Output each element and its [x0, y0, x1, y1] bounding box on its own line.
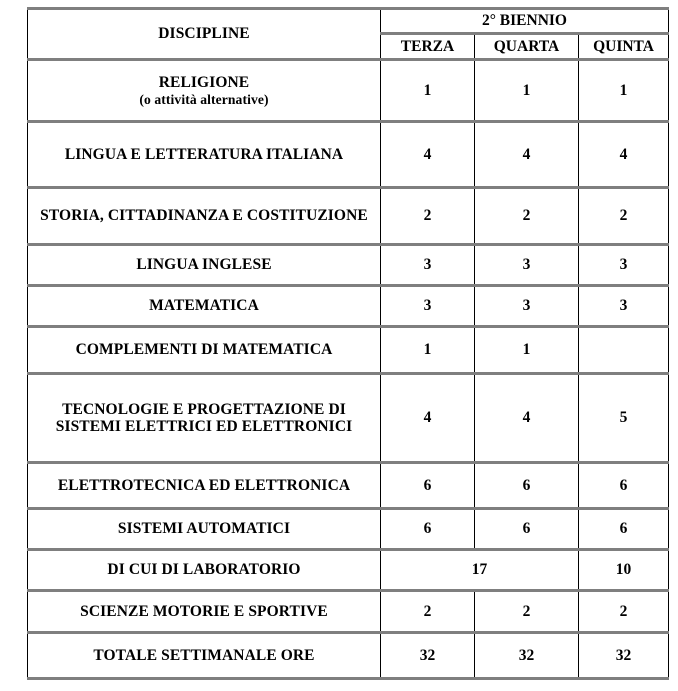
cell-quinta: 4 [579, 122, 669, 188]
cell-discipline: LINGUA E LETTERATURA ITALIANA [28, 122, 381, 188]
table-row [28, 591, 669, 633]
cell-quinta: 32 [579, 633, 669, 679]
header-column-quarta: QUARTA [475, 34, 579, 60]
cell-quinta: 2 [579, 188, 669, 245]
table-row [28, 245, 669, 286]
cell-quinta: 3 [579, 286, 669, 327]
cell-discipline: DI CUI DI LABORATORIO [28, 550, 381, 591]
cell-terza: 2 [381, 188, 475, 245]
table-row [28, 60, 669, 122]
cell-terza: 2 [381, 591, 475, 633]
cell-quarta: 32 [475, 633, 579, 679]
cell-quinta [579, 327, 669, 374]
cell-discipline: SCIENZE MOTORIE E SPORTIVE [28, 591, 381, 633]
cell-quarta: 3 [475, 245, 579, 286]
table-row [28, 463, 669, 509]
cell-quinta: 5 [579, 374, 669, 463]
cell-quinta: 1 [579, 60, 669, 122]
header-biennio: 2° BIENNIO [381, 9, 669, 34]
table-row [28, 286, 669, 327]
cell-quinta: 2 [579, 591, 669, 633]
table-row [28, 188, 669, 245]
cell-terza: 3 [381, 286, 475, 327]
cell-terza: 1 [381, 327, 475, 374]
cell-discipline: STORIA, CITTADINANZA E COSTITUZIONE [28, 188, 381, 245]
cell-quinta: 6 [579, 463, 669, 509]
cell-discipline: ELETTROTECNICA ED ELETTRONICA [28, 463, 381, 509]
table-row [28, 327, 669, 374]
cell-terza: 6 [381, 509, 475, 550]
cell-discipline: SISTEMI AUTOMATICI [28, 509, 381, 550]
table-header [28, 9, 669, 60]
cell-quarta: 4 [475, 122, 579, 188]
cell-quarta: 2 [475, 188, 579, 245]
cell-quarta: 4 [475, 374, 579, 463]
cell-quarta: 6 [475, 509, 579, 550]
cell-terza: 1 [381, 60, 475, 122]
cell-discipline: TOTALE SETTIMANALE ORE [28, 633, 381, 679]
cell-quarta: 1 [475, 327, 579, 374]
cell-discipline: COMPLEMENTI DI MATEMATICA [28, 327, 381, 374]
table-row [28, 633, 669, 679]
header-discipline: DISCIPLINE [28, 9, 381, 60]
cell-discipline: MATEMATICA [28, 286, 381, 327]
table-row [28, 509, 669, 550]
header-column-quinta: QUINTA [579, 34, 669, 60]
cell-quarta: 3 [475, 286, 579, 327]
cell-quinta: 10 [579, 550, 669, 591]
cell-terza: 6 [381, 463, 475, 509]
cell-quinta: 6 [579, 509, 669, 550]
cell-terza: 4 [381, 374, 475, 463]
cell-terza: 3 [381, 245, 475, 286]
table-row [28, 374, 669, 463]
table-row [28, 550, 669, 591]
cell-discipline [28, 60, 381, 122]
header-column-terza: TERZA [381, 34, 475, 60]
cell-quinta: 3 [579, 245, 669, 286]
cell-quarta: 2 [475, 591, 579, 633]
cell-discipline: TECNOLOGIE E PROGETTAZIONE DI SISTEMI ELETTRICI ED ELETTRONICI [28, 374, 381, 463]
table-body [28, 60, 669, 679]
cell-terza: 4 [381, 122, 475, 188]
header-row-group [28, 9, 669, 34]
table-row [28, 122, 669, 188]
cell-discipline: LINGUA INGLESE [28, 245, 381, 286]
cell-quarta: 1 [475, 60, 579, 122]
curriculum-hours-table [27, 7, 669, 680]
cell-quarta: 6 [475, 463, 579, 509]
discipline-note: (o attività alternative) [139, 91, 269, 107]
discipline-name: RELIGIONE [158, 74, 250, 92]
cell-terza: 32 [381, 633, 475, 679]
cell-laboratorio-biennio: 17 [381, 550, 579, 591]
